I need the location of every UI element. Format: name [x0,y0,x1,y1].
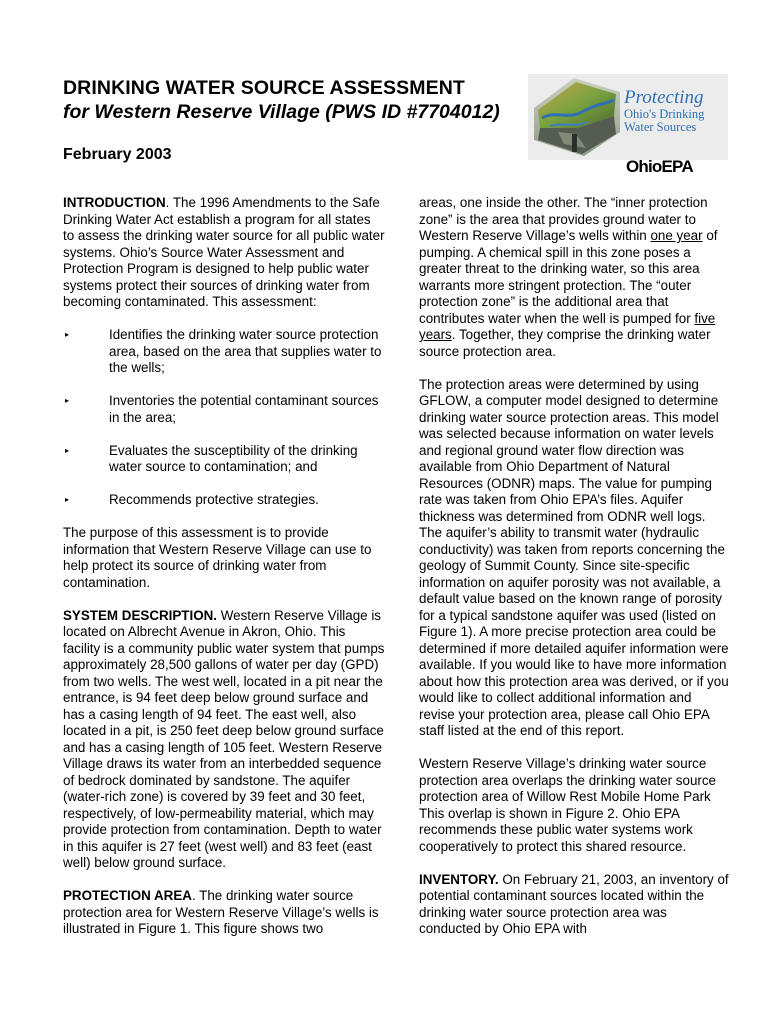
system-description-paragraph [63,608,385,872]
document-title: DRINKING WATER SOURCE ASSESSMENT [63,77,465,99]
document-date: February 2003 [63,146,172,163]
list-item [63,327,385,377]
paragraph-text: of pumping. A chemical spill in this zone poses a greater threat to the drinking water, so this area warrants more stringent protection. The “outer protection zone” is the additional area that contributes water when the well is pumped for [419,228,718,326]
paragraph-text: . Together, they comprise the drinking water source protection area. [419,327,711,359]
bullet-arrow-icon: ▸ [65,396,70,405]
logo-line1: Protecting [624,87,704,108]
list-item [63,492,385,509]
list-item-text: Evaluates the susceptibility of the drinking water source to contamination; and [109,442,358,474]
overlap-paragraph: Western Reserve Village’s drinking water source protection area overlaps the drinking water source protection area of Willow Rest Mobile Home Park This overlap is shown in Figure 2. Ohio EPA recommends these public water systems work cooperatively to protect this shared resource. [419,756,716,854]
intro-text: . The 1996 Amendments to the Safe Drinking Water Act establish a program for all states to assess the drinking water source for all public water systems. Ohio’s Source Water Assessment and Protection Program is designed to help public water systems protect their sources of drinking water from becoming contaminated. This assessment: [63,195,385,309]
list-item-text: Inventories the potential contaminant sources in the area; [109,393,379,425]
bullet-arrow-icon: ▸ [65,495,70,504]
five-years-emphasis: five years [419,310,716,342]
logo-line3: Water Sources [624,120,697,134]
protection-text: . The drinking water source protection area for Western Reserve Village’s wells is illustrated in Figure 1. This figure shows two [63,888,379,936]
document-header [63,77,533,124]
intro-heading: INTRODUCTION [63,195,166,210]
landscape-map-icon [528,70,728,180]
list-item [63,443,385,476]
ohio-epa-logo-text: OhioEPA [626,157,693,176]
intro-paragraph [63,195,385,311]
inventory-heading: INVENTORY. [419,871,499,887]
inventory-text: On February 21, 2003, an inventory of potential contaminant sources located within the drinking water source protection area was conducted by Ohio EPA with [419,871,729,936]
bullet-arrow-icon: ▸ [65,445,70,455]
list-item-text: Recommends protective strategies. [109,492,319,507]
purpose-paragraph: The purpose of this assessment is to provide information that Western Reserve Village can use to help protect its source of drinking water from contamination. [63,525,372,590]
gflow-model-paragraph: The protection areas were determined by using GFLOW, a computer model designed to determine drinking water source protection areas. This model was selected because information on water levels and regional ground water flow direction was available from Ohio Department of Natural Resources (ODNR) maps. The value for pumping rate was taken from Ohio EPA’s files. Aquifer thickness was determined from ODNR well logs. The aquifer’s ability to transmit water (hydraulic conductivity) was taken from reports concerning the geology of Summit County. Since site-specific information on aquifer porosity was not available, a default value based on the known range of porosity for a typical sandstone aquifer was used (listed on Figure 1). A more precise protection area could be determined if more detailed aquifer information were available. If you would like to have more information about how this protection area was derived, or if you would like to collect additional information and revise your protection area, please call Ohio EPA staff listed at the end of this report. [419,376,729,738]
right-column [419,195,729,954]
list-item-text: Identifies the drinking water source protection area, based on the area that supplies water to the wells; [109,327,382,375]
paragraph-text: areas, one inside the other. The “inner protection zone” is the area that provides ground water to Western Reserve Village’s wells within [419,195,708,243]
protecting-water-logo [528,70,728,180]
inventory-paragraph [419,872,729,938]
bullet-arrow-icon: ▸ [65,330,70,339]
document-subtitle: for Western Reserve Village (PWS ID #7704012) [63,101,500,123]
system-heading: SYSTEM DESCRIPTION. [63,607,218,623]
protection-zones-paragraph [419,195,729,360]
protection-area-paragraph [63,888,385,938]
system-text: Western Reserve Village is located on Albrecht Avenue in Akron, Ohio. This facility is a community public water system that pumps approximately 28,500 gallons of water per day (GPD) from two wells. The west well, located in a pit near the entrance, is 94 feet deep below ground surface and has a casing length of 94 feet. The east well, also located in a pit, is 250 feet deep below ground surface and has a casing length of 105 feet. Western Reserve Village draws its water from an interbedded sequence of bedrock dominated by sandstone. The aquifer (water-rich zone) is covered by 39 feet and 30 feet, respectively, of low-permeability material, which may provide protection from contamination. Depth to water in this aquifer is 27 feet (west well) and 83 feet (east well) below ground surface. [63,607,385,870]
assessment-bullet-list [63,327,385,509]
protection-heading: PROTECTION AREA [63,888,192,903]
list-item [63,393,385,426]
logo-line2: Ohio's Drinking [624,107,705,121]
one-year-emphasis: one year [650,228,703,243]
left-column [63,195,385,954]
